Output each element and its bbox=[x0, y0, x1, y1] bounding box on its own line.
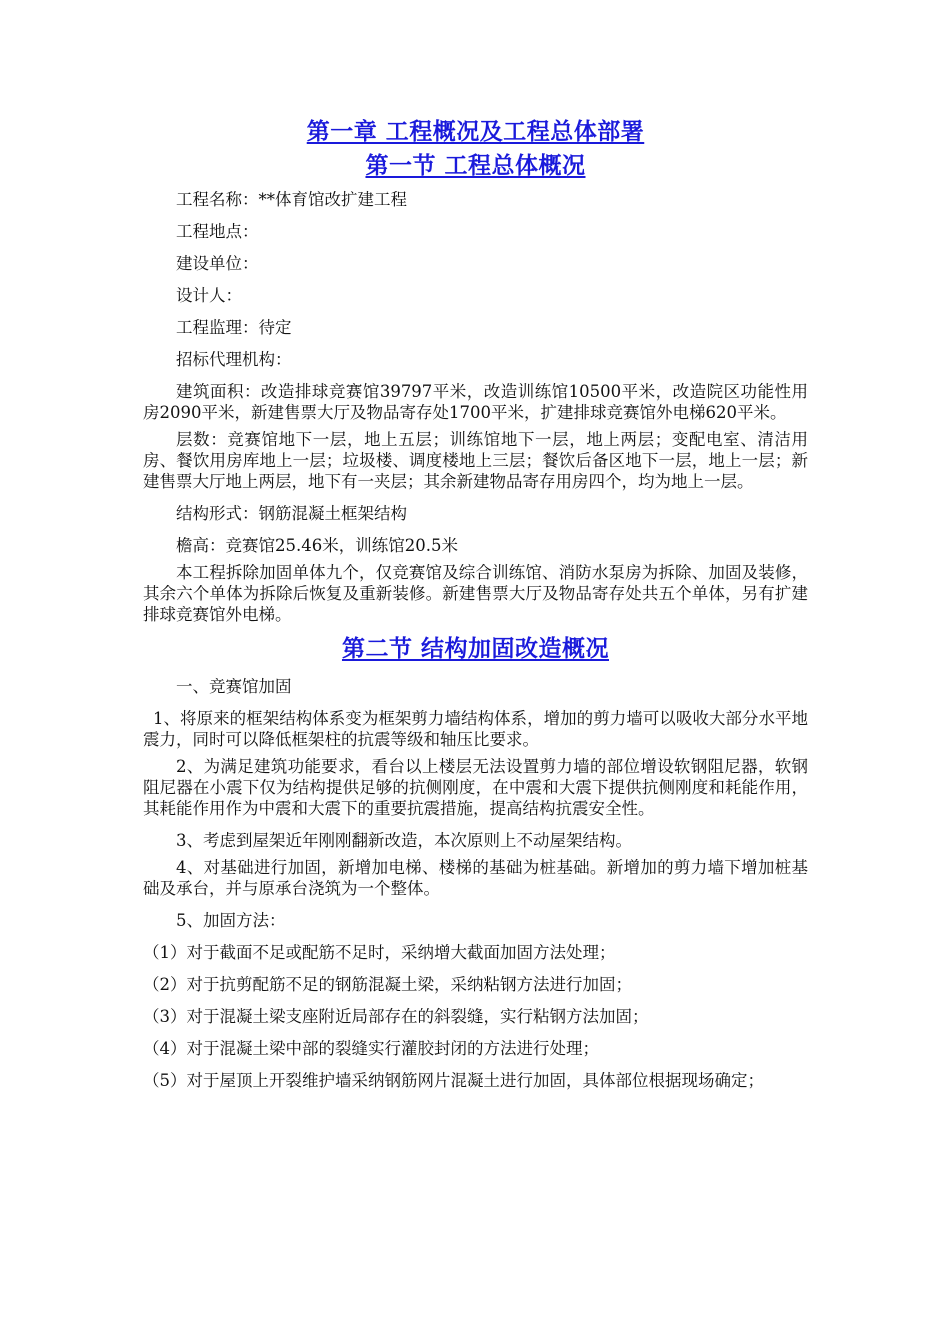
agency-line: 招标代理机构： bbox=[176, 350, 292, 369]
designer-line: 设计人： bbox=[176, 286, 242, 305]
method-item: （4）对于混凝土梁中部的裂缝实行灌胶封闭的方法进行处理； bbox=[143, 1039, 599, 1058]
floors-paragraph: 层数：竞赛馆地下一层，地上五层；训练馆地下一层，地上两层；变配电室、清洁用房、餐饮用房库地上一层；垃圾楼、调度楼地上三层；餐饮后备区地下一层，地上一层；新建售票大厅地上两层，地下有一夹层；其余新建物品寄存用房四个，均为地上一层。 bbox=[143, 430, 808, 491]
methods-heading: 5、加固方法： bbox=[176, 911, 286, 930]
method-item: （1）对于截面不足或配筋不足时，采纳增大截面加固方法处理； bbox=[143, 943, 616, 962]
reinforcement-paragraph-3: 3、考虑到屋架近年刚刚翻新改造，本次原则上不动屋架结构。 bbox=[176, 831, 632, 850]
section-title-2: 第二节 结构加固改造概况 bbox=[341, 636, 609, 662]
chapter-title: 第一章 工程概况及工程总体部署 bbox=[306, 119, 645, 145]
method-item: （2）对于抗剪配筋不足的钢筋混凝土梁，采纳粘钢方法进行加固； bbox=[143, 975, 632, 994]
area-paragraph: 建筑面积：改造排球竞赛馆39797平米，改造训练馆10500平米，改造院区功能性用房2090平米，新建售票大厅及物品寄存处1700平米，扩建排球竞赛馆外电梯620平米。 bbox=[143, 382, 808, 422]
reinforcement-paragraph-1: 1、将原来的框架结构体系变为框架剪力墙结构体系，增加的剪力墙可以吸收大部分水平地震力，同时可以降低框架柱的抗震等级和轴压比要求。 bbox=[143, 709, 808, 749]
method-item: （3）对于混凝土梁支座附近局部存在的斜裂缝，实行粘钢方法加固； bbox=[143, 1007, 649, 1026]
project-location-line: 工程地点： bbox=[176, 222, 259, 241]
subsection-heading: 一、竞赛馆加固 bbox=[176, 677, 292, 696]
height-line: 檐高：竞赛馆25.46米，训练馆20.5米 bbox=[176, 536, 458, 555]
reinforcement-paragraph-2: 2、为满足建筑功能要求，看台以上楼层无法设置剪力墙的部位增设软钢阻尼器，软钢阻尼器在小震下仅为结构提供足够的抗侧刚度，在中震和大震下提供抗侧刚度和耗能作用，其耗能作用作为中震和大震下的重要抗震措施，提高结构抗震安全性。 bbox=[143, 757, 808, 818]
scope-paragraph: 本工程拆除加固单体九个，仅竞赛馆及综合训练馆、消防水泵房为拆除、加固及装修，其余六个单体为拆除后恢复及重新装修。新建售票大厅及物品寄存处共五个单体，另有扩建排球竞赛馆外电梯。 bbox=[143, 563, 808, 624]
project-name-line: 工程名称：**体育馆改扩建工程 bbox=[176, 190, 407, 209]
structure-line: 结构形式：钢筋混凝土框架结构 bbox=[176, 504, 407, 523]
section-title-1: 第一节 工程总体概况 bbox=[365, 153, 586, 179]
supervisor-line: 工程监理：待定 bbox=[176, 318, 292, 337]
document-page bbox=[143, 112, 808, 1091]
builder-line: 建设单位： bbox=[176, 254, 259, 273]
method-item: （5）对于屋顶上开裂维护墙采纳钢筋网片混凝土进行加固，具体部位根据现场确定； bbox=[143, 1071, 764, 1090]
reinforcement-paragraph-4: 4、对基础进行加固，新增加电梯、楼梯的基础为桩基础。新增加的剪力墙下增加桩基础及承台，并与原承台浇筑为一个整体。 bbox=[143, 858, 808, 898]
